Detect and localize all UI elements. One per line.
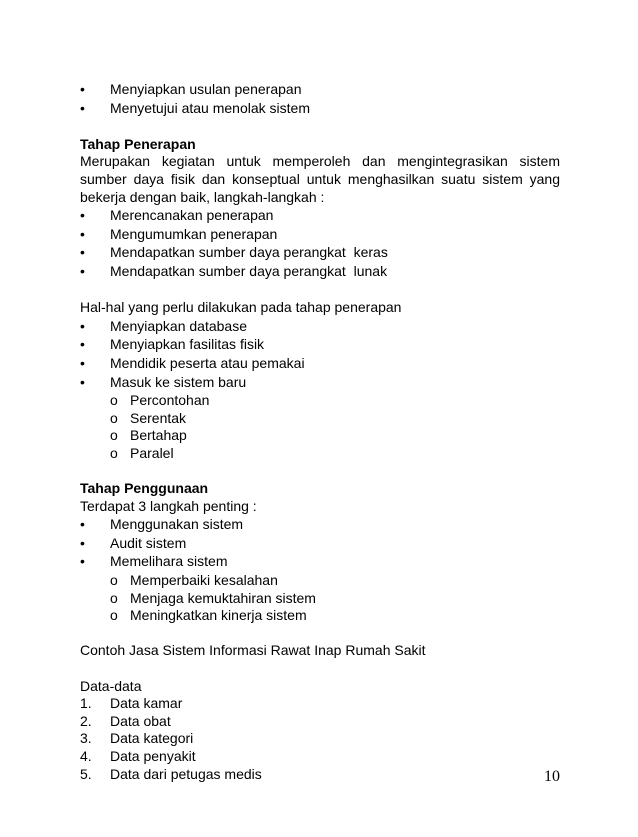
numbered-item: 4. Data penyakit [80, 747, 196, 764]
section-heading-penggunaan: Tahap Penggunaan [80, 480, 209, 497]
bullet-icon: • [80, 81, 85, 97]
list-item: • Mengumumkan penerapan [80, 225, 278, 242]
circle-bullet-icon: o [110, 589, 118, 606]
circle-bullet-icon: o [110, 392, 118, 409]
bullet-icon: • [80, 534, 85, 551]
sub-list-item: o Paralel [110, 444, 174, 461]
bullet-icon: • [80, 373, 85, 390]
section-heading-penerapan: Tahap Penerapan [80, 135, 196, 152]
penggunaan-intro: Terdapat 3 langkah penting : [80, 497, 257, 514]
list-item: • Menyetujui atau menolak sistem [80, 99, 310, 116]
circle-bullet-icon: o [110, 572, 118, 589]
bullet-icon: • [80, 207, 85, 224]
numbered-item: 3. Data kategori [80, 730, 194, 747]
circle-bullet-icon: o [110, 607, 118, 624]
circle-bullet-icon: o [110, 409, 118, 426]
bullet-icon: • [80, 262, 85, 279]
list-item: • Merencanakan penerapan [80, 207, 274, 224]
circle-bullet-icon: o [110, 427, 118, 444]
list-item: • Mendapatkan sumber daya perangkat keras [80, 244, 388, 261]
list-item: • Menyiapkan usulan penerapan [80, 81, 302, 97]
numbered-item: 1. Data kamar [80, 695, 183, 712]
sub-list-item: o Percontohan [110, 392, 210, 409]
circle-bullet-icon: o [110, 444, 118, 461]
bullet-icon: • [80, 516, 85, 533]
sub-list-item: o Bertahap [110, 427, 187, 444]
list-item: • Menggunakan sistem [80, 516, 244, 533]
numbered-item: 5. Data dari petugas medis [80, 765, 262, 782]
bullet-icon: • [80, 99, 85, 116]
bullet-icon: • [80, 244, 85, 261]
sub-list-item: o Serentak [110, 409, 187, 426]
sub-list-item: o Meningkatkan kinerja sistem [110, 607, 307, 624]
list-item: • Memelihara sistem [80, 553, 228, 570]
sub-list-item: o Menjaga kemuktahiran sistem [110, 589, 316, 606]
list-item: • Menyiapkan database [80, 317, 247, 334]
list-item: • Masuk ke sistem baru [80, 373, 247, 390]
list-item: • Menyiapkan fasilitas fisik [80, 336, 265, 353]
list-item: • Mendapatkan sumber daya perangkat lunak [80, 262, 388, 279]
document-page [80, 80, 560, 783]
contoh-title: Contoh Jasa Sistem Informasi Rawat Inap Rumah Sakit [80, 642, 426, 659]
bullet-icon: • [80, 553, 85, 570]
bullet-icon: • [80, 317, 85, 334]
bullet-icon: • [80, 225, 85, 242]
list-item: • Mendidik peserta atau pemakai [80, 354, 305, 371]
bullet-icon: • [80, 354, 85, 371]
page-number: 10 [544, 768, 560, 785]
sub-list-item: o Memperbaiki kesalahan [110, 572, 278, 589]
perlu-intro: Hal-hal yang perlu dilakukan pada tahap penerapan [80, 299, 402, 316]
list-item: • Audit sistem [80, 534, 187, 551]
penerapan-paragraph: Merupakan kegiatan untuk memperoleh dan mengintegrasikan sistem sumber daya fisik dan konseptual untuk menghasilkan suatu sistem yang bekerja dengan baik, langkah-langkah : [80, 153, 560, 205]
bullet-icon: • [80, 336, 85, 353]
data-heading: Data-data [80, 677, 142, 694]
numbered-item: 2. Data obat [80, 712, 171, 729]
